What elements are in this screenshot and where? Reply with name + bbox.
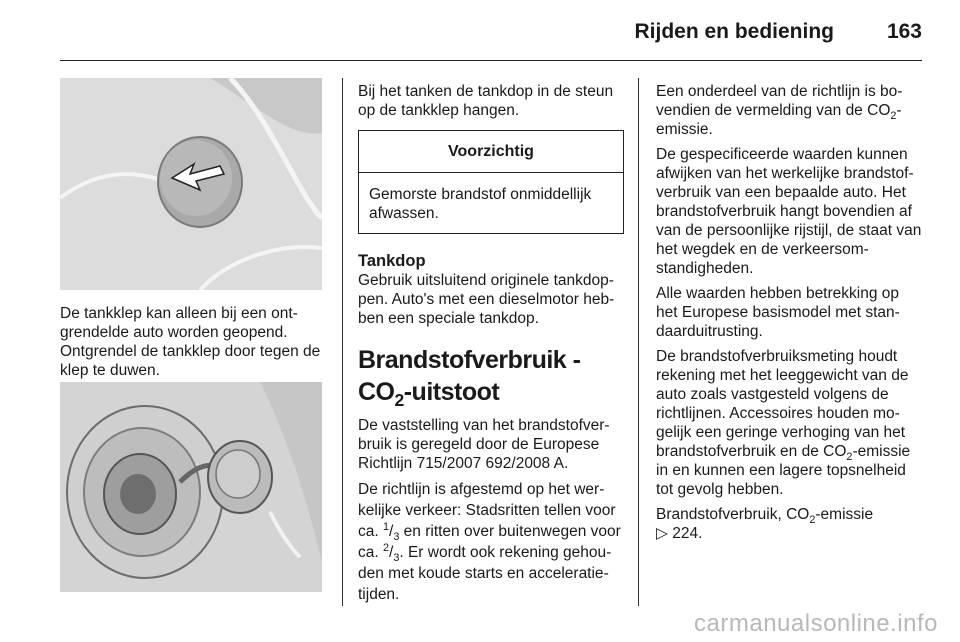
emission-co: CO — [867, 102, 891, 119]
page-number: 163 — [886, 20, 922, 43]
caution-box — [358, 130, 624, 234]
measurement-sub: 2 — [846, 451, 853, 464]
fuel-flap-figure — [60, 78, 322, 290]
column-divider-2 — [638, 78, 639, 606]
header-title: Rijden en bediening — [634, 20, 834, 43]
cross-reference — [656, 505, 924, 543]
measurement-text-b: -emissie in en kunnen een lagere topsnelheid tot gevolg hebben. — [656, 443, 911, 498]
measurement-text-a: De brandstofverbruiksmeting houdt rekening met het leeggewicht van de auto zoals vastgesteld volgens de richtlijnen. Accessoires houden mogelijk een geringe verhoging van het brandstofverbruik en de — [656, 348, 909, 460]
fuel-cap-illustration — [60, 382, 322, 592]
section-heading-co: CO — [358, 378, 395, 406]
measurement-paragraph — [656, 347, 924, 499]
fuel-flap-instructions: De tankklep kan alleen bij een ontgrendelde auto worden geopend. Ontgrendel de tankklep door tegen de klep te duwen. — [60, 305, 321, 379]
header-rule — [60, 60, 922, 61]
caution-title: Voorzichtig — [359, 131, 623, 173]
column-divider-1 — [342, 78, 343, 606]
crossref-text-a: Brandstofverbruik, CO — [656, 506, 810, 523]
column-3-text — [656, 82, 924, 549]
fraction2-numerator: 2 — [382, 541, 390, 554]
emission-text-b: -emissie. — [656, 102, 902, 138]
emission-sub: 2 — [890, 110, 897, 123]
traffic-text-a: De richtlijn is afgestemd op het werkelijke verkeer: Stadsritten tellen voor ca. — [358, 481, 616, 540]
traffic-paragraph: De richtlijn is afgestemd op het werkelijke verkeer: Stadsritten tellen voor ca. $^1/_3$ en ritten over buitenwegen voor ca. $^2/_3$. Er wordt ook rekening gehouden met koude starts en acceleratietijden. — [358, 481, 621, 603]
column-2-text — [358, 82, 624, 611]
traffic-text-b: en ritten over buitenwegen voor ca. — [358, 523, 621, 561]
base-model-paragraph: Alle waarden hebben betrekking op het Europese basismodel met standaarduitrusting. — [656, 285, 900, 340]
section-heading — [358, 344, 624, 408]
emission-paragraph — [656, 82, 924, 139]
fraction2-denominator: 3 — [393, 552, 400, 565]
section-heading-suffix: -uitstoot — [403, 378, 500, 406]
emission-text-a: Een onderdeel van de richtlijn is bovendien de vermelding van de — [656, 83, 903, 119]
section-heading-line1: Brandstofverbruik - — [358, 346, 581, 374]
crossref-text-b: -emissie — [815, 506, 874, 523]
watermark: carmanualsonline.info — [694, 610, 938, 637]
measurement-co: CO — [823, 443, 847, 460]
caution-body: Gemorste brandstof onmiddellijk afwassen. — [369, 186, 592, 222]
tankdop-body: Gebruik uitsluitend originele tankdoppen. Auto's met een dieselmotor hebben een speciale tankdop. — [358, 272, 615, 327]
fuel-flap-illustration — [60, 78, 322, 290]
fuel-cap-figure — [60, 382, 322, 592]
column-1-text — [60, 304, 328, 386]
page-reference-link[interactable]: ▷ 224. — [656, 525, 703, 542]
fraction1-numerator: 1 — [382, 520, 390, 533]
fraction1-denominator: 3 — [393, 531, 400, 544]
deviation-paragraph: De gespecificeerde waarden kunnen afwijken van het werkelijke brandstofverbruik van een bepaalde auto. Het brandstofverbruik hangt bovendien af van de persoonlijke rijstijl, de staat van het wegdek en de verkeersomstandigheden. — [656, 146, 922, 277]
directive-paragraph: De vaststelling van het brandstofverbruik is geregeld door de Europese Richtlijn 715/2007 692/2008 A. — [358, 417, 610, 472]
crossref-sub: 2 — [809, 514, 816, 527]
refuel-instructions: Bij het tanken de tankdop in de steun op de tankklep hangen. — [358, 83, 614, 119]
traffic-text-c: . Er wordt ook rekening gehouden met koude starts en acceleratietijden. — [358, 544, 612, 603]
tankdop-heading: Tankdop — [358, 252, 426, 270]
section-heading-sub: 2 — [394, 390, 404, 410]
